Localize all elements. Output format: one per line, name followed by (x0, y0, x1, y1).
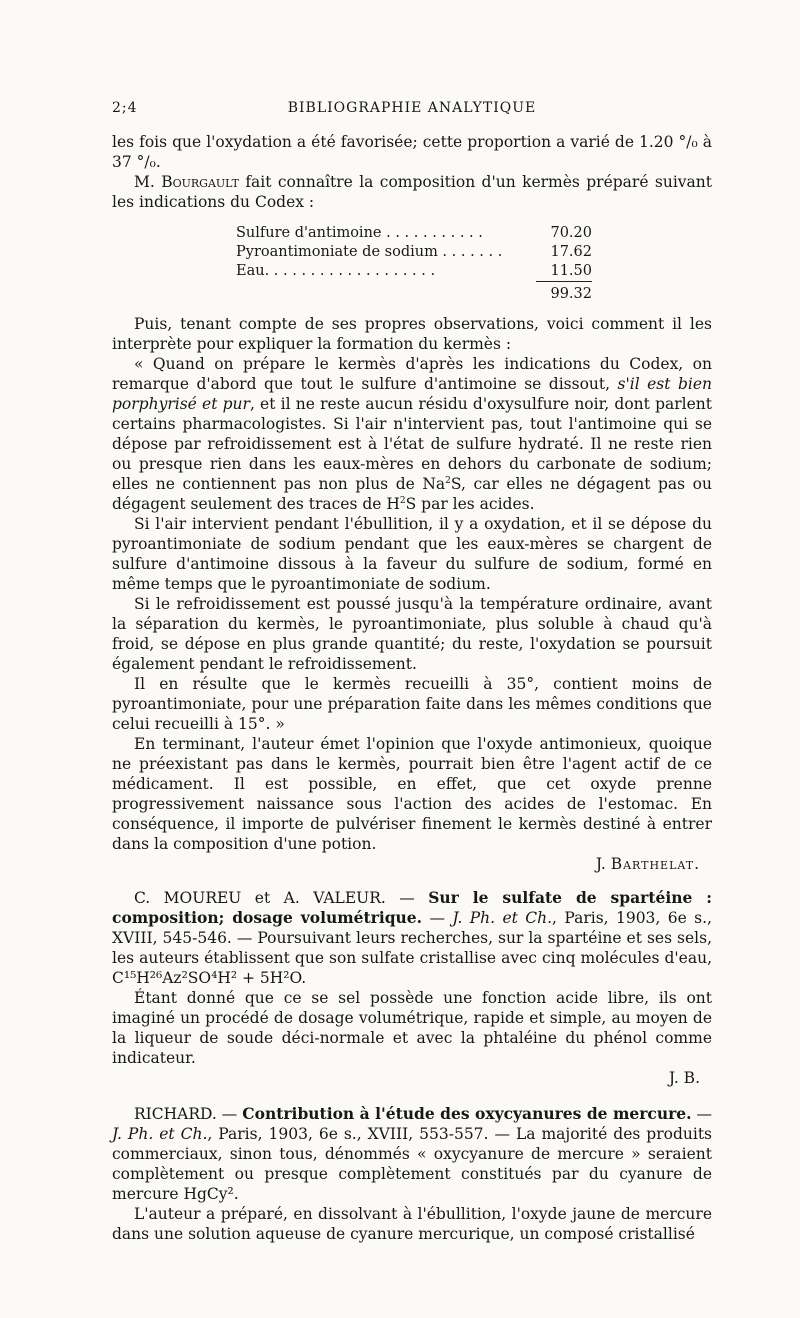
paragraph-quote-3: Si le refroidissement est poussé jusqu'à la température ordinaire, avant la séparation du kermès, le pyroantimoniate, plus soluble à chaud qu'à froid, se dépose en plus grande quantité; du reste, l'oxydation se poursuit également pendant le refroidissement. (112, 595, 712, 673)
total-value: 99.32 (536, 282, 592, 305)
row-label: Sulfure d'antimoine . . . . . . . . . . . (236, 225, 483, 241)
superscript: 2 (445, 476, 451, 486)
table-row (236, 262, 592, 282)
article-reference: , Paris, 1903, 6e s., XVIII, 553-557. — (207, 1125, 510, 1143)
journal-name: J. Ph. et Ch. (112, 1125, 208, 1143)
paragraph-text: fait connaître la composition d'un kermès préparé suivant les indications du Codex : (112, 173, 712, 211)
article-paragraph: Étant donné que ce se sel possède une fonction acide libre, ils ont imaginé un procédé de dosage volumétrique, rapide et simple, au moyen de la liqueur de soude déci-normale et avec la phtaléine du phénol comme indicateur. (112, 989, 712, 1067)
page-number: 2;4 (112, 100, 138, 116)
author-name: Bourgault (161, 173, 239, 191)
paragraph-quote-2: Si l'air intervient pendant l'ébullition, il y a oxydation, et il se dépose du pyroantimoniate de sodium pendant que les eaux-mères se chargent de sulfure d'antimoine dissous à la faveur du sulfure de sodium, formé en même temps que le pyroantimoniate de sodium. (112, 515, 712, 593)
table-total-row (236, 282, 592, 305)
article-authors: RICHARD. — (134, 1105, 238, 1123)
italic-segment: s'il est bien porphyrisé et pur (112, 375, 712, 413)
spacer (112, 874, 712, 888)
composition-table (236, 224, 592, 304)
text-segment: S, car elles ne dégagent pas ou dégagent seulement des traces de H (112, 475, 712, 513)
signature-initial: J. (595, 855, 606, 873)
table-row (236, 224, 592, 243)
table-row (236, 243, 592, 262)
article-title: Sur le sulfate de spartéine : composition; dosage volumétrique. (112, 888, 713, 927)
row-label: Pyroantimoniate de sodium . . . . . . . (236, 244, 503, 260)
signature (112, 854, 712, 874)
paragraph-bourgault (112, 172, 712, 212)
spacer (112, 1088, 712, 1104)
article-title: Contribution à l'étude des oxycyanures de mercure. (242, 1104, 692, 1123)
article-paragraph: L'auteur a préparé, en dissolvant à l'ébullition, l'oxyde jaune de mercure dans une solution aqueuse de cyanure mercurique, un composé cristallisé (112, 1205, 712, 1243)
paragraph-interpretation: Puis, tenant compte de ses propres observations, voici comment il les interprète pour expliquer la formation du kermès : (112, 315, 712, 353)
row-value: 11.50 (550, 263, 592, 279)
article-moureu-valeur (112, 888, 712, 988)
article-richard (112, 1104, 712, 1204)
journal-name: J. Ph. et Ch. (452, 909, 553, 927)
total-spacer (236, 282, 536, 305)
ref-dash: — (429, 909, 445, 927)
signature-name: Barthelat. (610, 855, 700, 873)
row-value: 70.20 (550, 225, 592, 241)
text-segment: , et il ne reste aucun résidu d'oxysulfure noir, dont parlent certains pharmacologistes. Si l'air n'intervient pas, tout l'antimoine qui se dépose par refroidissement est à l'état de sulfure hydraté. Il ne reste rien ou presque rien dans les eaux-mères en dehors du carbonate de sodium; elles ne contiennent pas non plus de Na (112, 395, 713, 493)
page-body (112, 132, 712, 1244)
paragraph-continued: les fois que l'oxydation a été favorisée; cette proportion a varié de 1.20 °/₀ à 37 °/₀. (112, 133, 712, 171)
page-header (112, 100, 712, 120)
paragraph-quote-1 (112, 354, 712, 514)
row-label: Eau. . . . . . . . . . . . . . . . . . . (236, 263, 436, 280)
article-text: La majorité des produits commerciaux, sinon tous, dénommés « oxycyanure de mercure » seraient complètement ou presque complètement constitués par du cyanure de mercure HgCy². (112, 1125, 713, 1203)
signature: J. B. (668, 1069, 700, 1087)
running-title: BIBLIOGRAPHIE ANALYTIQUE (287, 100, 537, 116)
text-segment: « Quand on prépare le kermès d'après les indications du Codex, on remarque d'abord que tout le sulfure d'antimoine se dissout, (112, 355, 712, 393)
paragraph-quote-4: Il en résulte que le kermès recueilli à 35°, contient moins de pyroantimoniate, pour une préparation faite dans les mêmes conditions que celui recueilli à 15°. » (112, 675, 712, 733)
ref-dash: — (696, 1105, 712, 1123)
row-value: 17.62 (550, 244, 592, 260)
superscript: 2 (399, 496, 406, 506)
article-text: Poursuivant leurs recherches, sur la spartéine et ses sels, les auteurs établissent que son sulfate cristallise avec cinq molécules d'eau, C¹⁵H²⁶Az²SO⁴H² + 5H²O. (112, 929, 712, 987)
author-initial: M. (134, 173, 155, 191)
article-reference: , Paris, 1903, 6e s., XVIII, 545-546. — (112, 909, 712, 947)
article-authors: C. MOUREU et A. VALEUR. — (134, 889, 415, 907)
paragraph-conclusion: En terminant, l'auteur émet l'opinion que l'oxyde antimonieux, quoique ne préexistant pas dans le kermès, pourrait bien être l'agent actif de ce médicament. Il est possible, en effet, que cet oxyde prenne progressivement naissance sous l'action des acides de l'estomac. En conséquence, il importe de pulvériser finement le kermès destiné à entrer dans la composition d'une potion. (112, 735, 712, 853)
text-segment: S par les acides. (405, 495, 535, 513)
